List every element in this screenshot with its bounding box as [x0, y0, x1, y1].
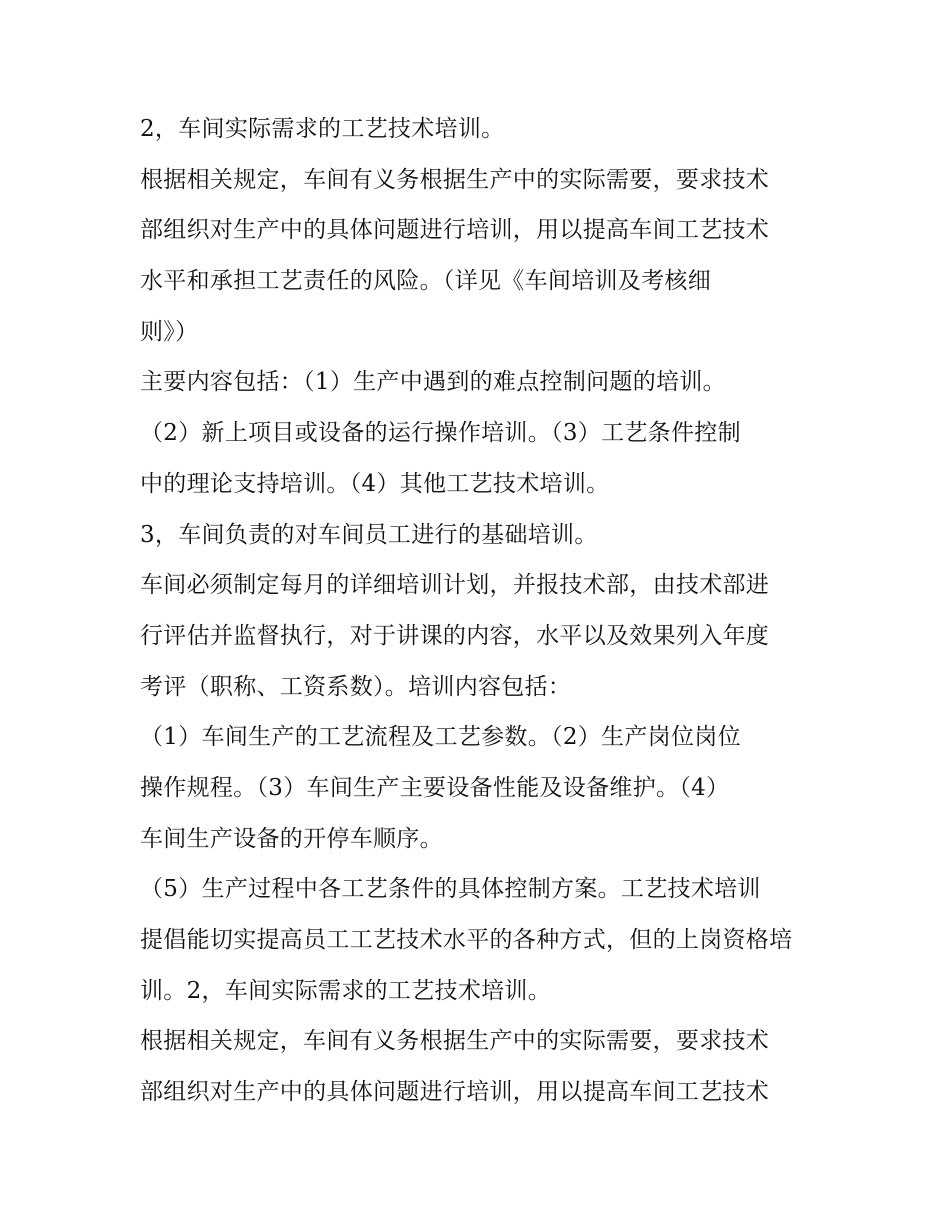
text-line: 主要内容包括：（1）生产中遇到的难点控制问题的培训。: [140, 369, 726, 396]
text-line: （1）车间生产的工艺流程及工艺参数。（2）生产岗位岗位: [140, 724, 741, 751]
text-line: 中的理论支持培训。（4）其他工艺技术培训。: [140, 470, 610, 497]
text-line: 3，车间负责的对车间员工进行的基础培训。: [140, 521, 598, 548]
text-line: 提倡能切实提高员工工艺技术水平的各种方式，但的上岗资格培: [140, 927, 793, 953]
text-line: 车间生产设备的开停车顺序。: [140, 825, 443, 852]
text-line: 训。2，车间实际需求的工艺技术培训。: [140, 977, 552, 1004]
text-line: 操作规程。（3）车间生产主要设备性能及设备维护。（4）: [140, 774, 730, 801]
text-line: （2）新上项目或设备的运行操作培训。（3）工艺条件控制: [140, 420, 741, 447]
text-line: 2，车间实际需求的工艺技术培训。: [140, 116, 505, 142]
text-line: 考评（职称、工资系数）。培训内容包括：: [140, 673, 572, 700]
text-line: 则》）: [140, 318, 199, 345]
text-line: 部组织对生产中的具体问题进行培训，用以提高车间工艺技术: [140, 1079, 770, 1106]
text-line: 根据相关规定，车间有义务根据生产中的实际需要，要求技术: [140, 1028, 770, 1055]
text-line: （5）生产过程中各工艺条件的具体控制方案。工艺技术培训: [140, 876, 761, 903]
text-line: 部组织对生产中的具体问题进行培训，用以提高车间工艺技术: [140, 217, 770, 244]
text-line: 水平和承担工艺责任的风险。（详见《车间培训及考核细: [140, 268, 711, 295]
document-body: [140, 104, 830, 1118]
text-line: 车间必须制定每月的详细培训计划，并报技术部，由技术部进: [140, 572, 770, 599]
text-line: 行评估并监督执行，对于讲课的内容，水平以及效果列入年度: [140, 622, 770, 649]
text-line: 根据相关规定，车间有义务根据生产中的实际需要，要求技术: [140, 166, 770, 193]
